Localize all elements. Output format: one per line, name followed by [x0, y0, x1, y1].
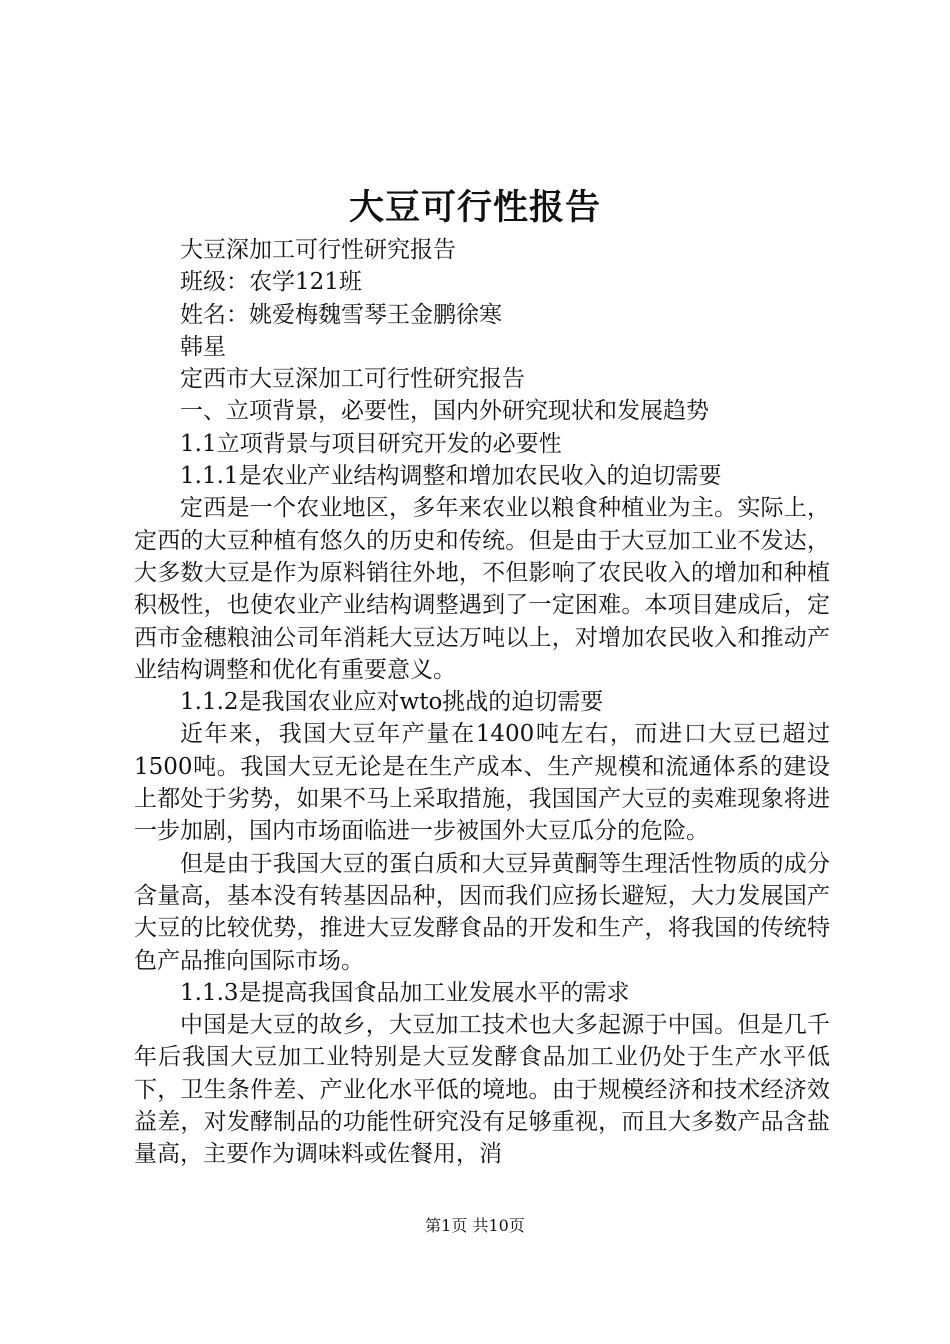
- page-title: 大豆可行性报告: [348, 187, 601, 228]
- subsection-heading-1-1-1: 1.1.1是农业产业结构调整和增加农民收入的迫切需要: [180, 463, 722, 490]
- class-line: 班级：农学121班: [180, 269, 362, 296]
- names-continued-line: 韩星: [180, 333, 226, 360]
- names-line: 姓名：姚爱梅魏雪琴王金鹏徐寒: [180, 301, 502, 328]
- paragraph-2: 近年来，我国大豆年产量在1400吨左右，而进口大豆已超过1500吨。我国大豆无论是在生产成本、生产规模和流通体系的建设上都处于劣势，如果不马上采取措施，我国国产大豆的卖难现象将进一步加剧，国内市场面临进一步被国外大豆瓜分的危险。: [134, 721, 830, 845]
- section-heading-1: 一、立项背景，必要性，国内外研究现状和发展趋势: [180, 398, 709, 425]
- paragraph-1: 定西是一个农业地区，多年来农业以粮食种植业为主。实际上，定西的大豆种植有悠久的历史和传统。但是由于大豆加工业不发达，大多数大豆是作为原料销往外地，不但影响了农民收入的增加和种植积极性，也使农业产业结构调整遇到了一定困难。本项目建成后，定西市金穗粮油公司年消耗大豆达万吨以上，对增加农民收入和推动产业结构调整和优化有重要意义。: [134, 495, 830, 683]
- paragraph-3: 但是由于我国大豆的蛋白质和大豆异黄酮等生理活性物质的成分含量高，基本没有转基因品种，因而我们应扬长避短，大力发展国产大豆的比较优势，推进大豆发酵食品的开发和生产，将我国的传统特色产品推向国际市场。: [134, 850, 830, 974]
- document-body: [134, 234, 830, 1171]
- subsection-heading-1-1: 1.1立项背景与项目研究开发的必要性: [180, 430, 562, 457]
- paragraph-4: 中国是大豆的故乡，大豆加工技术也大多起源于中国。但是几千年后我国大豆加工业特别是大豆发酵食品加工业仍处于生产水平低下，卫生条件差、产业化水平低的境地。由于规模经济和技术经济效益差，对发酵制品的功能性研究没有足够重视，而且大多数产品含盐量高，主要作为调味料或佐餐用，消: [134, 1012, 830, 1168]
- subtitle-line: 大豆深加工可行性研究报告: [180, 237, 456, 263]
- subsection-heading-1-1-2: 1.1.2是我国农业应对wto挑战的迫切需要: [180, 689, 604, 716]
- page-footer: 第1页 共10页: [425, 1216, 525, 1235]
- report-title-line: 定西市大豆深加工可行性研究报告: [180, 366, 525, 393]
- subsection-heading-1-1-3: 1.1.3是提高我国食品加工业发展水平的需求: [180, 979, 630, 1006]
